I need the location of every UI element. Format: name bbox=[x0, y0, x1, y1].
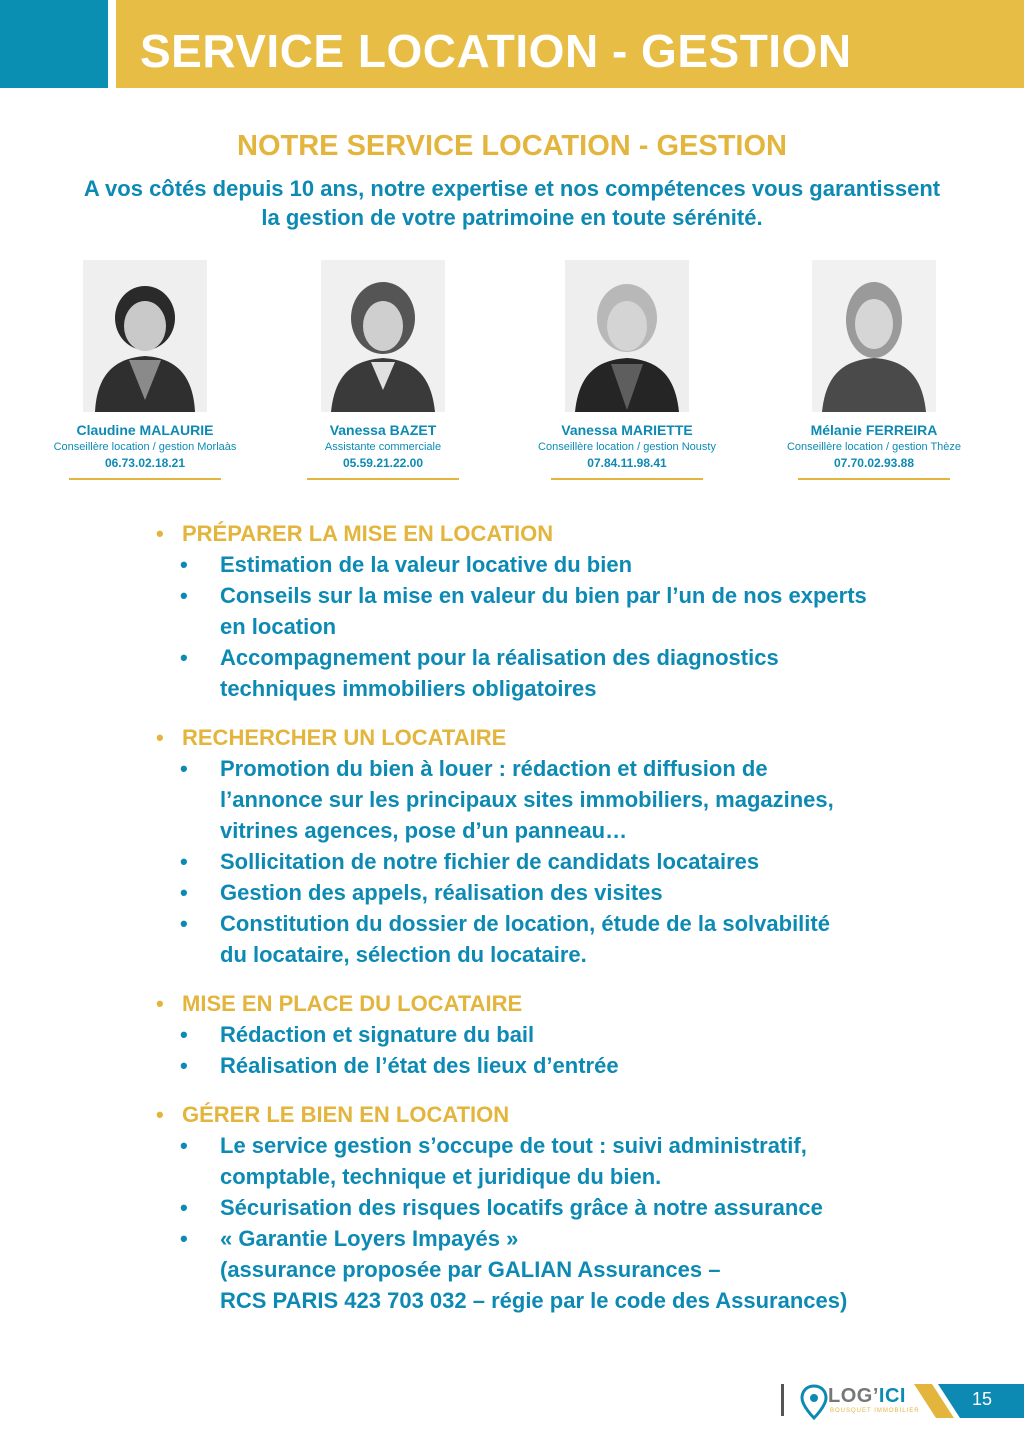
service-section bbox=[156, 1099, 916, 1316]
page-title: SERVICE LOCATION - GESTION bbox=[140, 25, 852, 77]
portrait-photo bbox=[83, 260, 207, 412]
service-section bbox=[156, 988, 916, 1081]
list-item: • Sécurisation des risques locatifs grâce à notre assurance bbox=[156, 1192, 916, 1223]
bullet: • bbox=[180, 583, 188, 608]
list-item-continuation: RCS PARIS 423 703 032 – régie par le code des Assurances) bbox=[220, 1288, 848, 1313]
team-member-card bbox=[507, 260, 747, 480]
list-item: • Constitution du dossier de location, étude de la solvabilité bbox=[156, 908, 916, 939]
bullet: • bbox=[180, 1226, 188, 1251]
portrait-photo bbox=[812, 260, 936, 412]
bullet: • bbox=[180, 880, 188, 905]
bullet: • bbox=[180, 1022, 188, 1047]
list-item-continuation: en location bbox=[220, 614, 337, 639]
member-role: Assistante commerciale bbox=[324, 441, 442, 453]
list-item-continuation: comptable, technique et juridique du bien. bbox=[220, 1164, 662, 1189]
bullet: • bbox=[180, 756, 188, 781]
member-name: Vanessa BAZET bbox=[329, 422, 437, 438]
list-item: • Réalisation de l’état des lieux d’entrée bbox=[156, 1050, 916, 1081]
intro-line: la gestion de votre patrimoine en toute sérénité. bbox=[261, 205, 763, 230]
list-item: • Sollicitation de notre fichier de candidats locataires bbox=[156, 846, 916, 877]
member-phone: 06.73.02.18.21 bbox=[104, 456, 186, 470]
portrait-photo bbox=[565, 260, 689, 412]
section-title: NOTRE SERVICE LOCATION - GESTION bbox=[237, 130, 787, 162]
team-member-card bbox=[25, 260, 265, 480]
intro-line: A vos côtés depuis 10 ans, notre expertise et nos compétences vous garantissent bbox=[83, 176, 941, 201]
list-item: • Accompagnement pour la réalisation des diagnostics bbox=[156, 642, 916, 673]
divider-line bbox=[69, 478, 221, 480]
bullet: • bbox=[180, 1133, 188, 1158]
section-items bbox=[156, 549, 916, 704]
list-item: • Rédaction et signature du bail bbox=[156, 1019, 916, 1050]
list-item: • Promotion du bien à louer : rédaction et diffusion de bbox=[156, 753, 916, 784]
member-name: Claudine MALAURIE bbox=[76, 422, 214, 438]
service-sections bbox=[156, 518, 916, 1334]
list-item-continuation: (assurance proposée par GALIAN Assurances – bbox=[220, 1257, 721, 1282]
team-member-card bbox=[263, 260, 503, 480]
section-heading: • RECHERCHER UN LOCATAIRE bbox=[156, 722, 916, 753]
list-item-continuation: vitrines agences, pose d’un panneau… bbox=[220, 818, 628, 843]
member-phone: 07.84.11.98.41 bbox=[587, 456, 667, 470]
service-section bbox=[156, 722, 916, 970]
divider-line bbox=[307, 478, 459, 480]
section-items bbox=[156, 1130, 916, 1316]
bullet: • bbox=[180, 645, 188, 670]
member-role: Conseillère location / gestion Thèze bbox=[786, 441, 962, 453]
header-blue-block bbox=[0, 0, 108, 88]
bullet: • bbox=[180, 1053, 188, 1078]
list-item: • Le service gestion s’occupe de tout : suivi administratif, bbox=[156, 1130, 916, 1161]
service-section bbox=[156, 518, 916, 704]
list-item: • « Garantie Loyers Impayés » bbox=[156, 1223, 916, 1254]
list-item: • Estimation de la valeur locative du bien bbox=[156, 549, 916, 580]
member-name: Mélanie FERREIRA bbox=[810, 422, 938, 438]
section-heading: • GÉRER LE BIEN EN LOCATION bbox=[156, 1099, 916, 1130]
section-items bbox=[156, 753, 916, 970]
bullet: • bbox=[180, 552, 188, 577]
list-item: • Gestion des appels, réalisation des visites bbox=[156, 877, 916, 908]
bullet: • bbox=[180, 1195, 188, 1220]
member-phone: 07.70.02.93.88 bbox=[833, 456, 915, 470]
divider-line bbox=[551, 478, 703, 480]
section-heading: • MISE EN PLACE DU LOCATAIRE bbox=[156, 988, 916, 1019]
bullet: • bbox=[180, 911, 188, 936]
intro-text bbox=[40, 174, 984, 232]
divider-line bbox=[798, 478, 950, 480]
member-phone: 05.59.21.22.00 bbox=[342, 456, 424, 470]
list-item-continuation: du locataire, sélection du locataire. bbox=[220, 942, 587, 967]
member-name: Vanessa MARIETTE bbox=[561, 422, 693, 438]
page-number: 15 bbox=[971, 1389, 993, 1409]
section-items bbox=[156, 1019, 916, 1081]
portrait-photo bbox=[321, 260, 445, 412]
team-member-card bbox=[754, 260, 994, 480]
member-role: Conseillère location / gestion Nousty bbox=[538, 441, 716, 453]
member-role: Conseillère location / gestion Morlaàs bbox=[53, 441, 237, 453]
brand-logo: LOG’ICI bbox=[828, 1385, 906, 1407]
list-item: • Conseils sur la mise en valeur du bien par l’un de nos experts bbox=[156, 580, 916, 611]
list-item-continuation: l’annonce sur les principaux sites immobiliers, magazines, bbox=[220, 787, 834, 812]
bullet: • bbox=[180, 849, 188, 874]
section-heading: • PRÉPARER LA MISE EN LOCATION bbox=[156, 518, 916, 549]
brand-logo-subtitle: BOUSQUET IMMOBILIER bbox=[830, 1408, 920, 1414]
list-item-continuation: techniques immobiliers obligatoires bbox=[220, 676, 597, 701]
footer-divider bbox=[781, 1384, 784, 1416]
